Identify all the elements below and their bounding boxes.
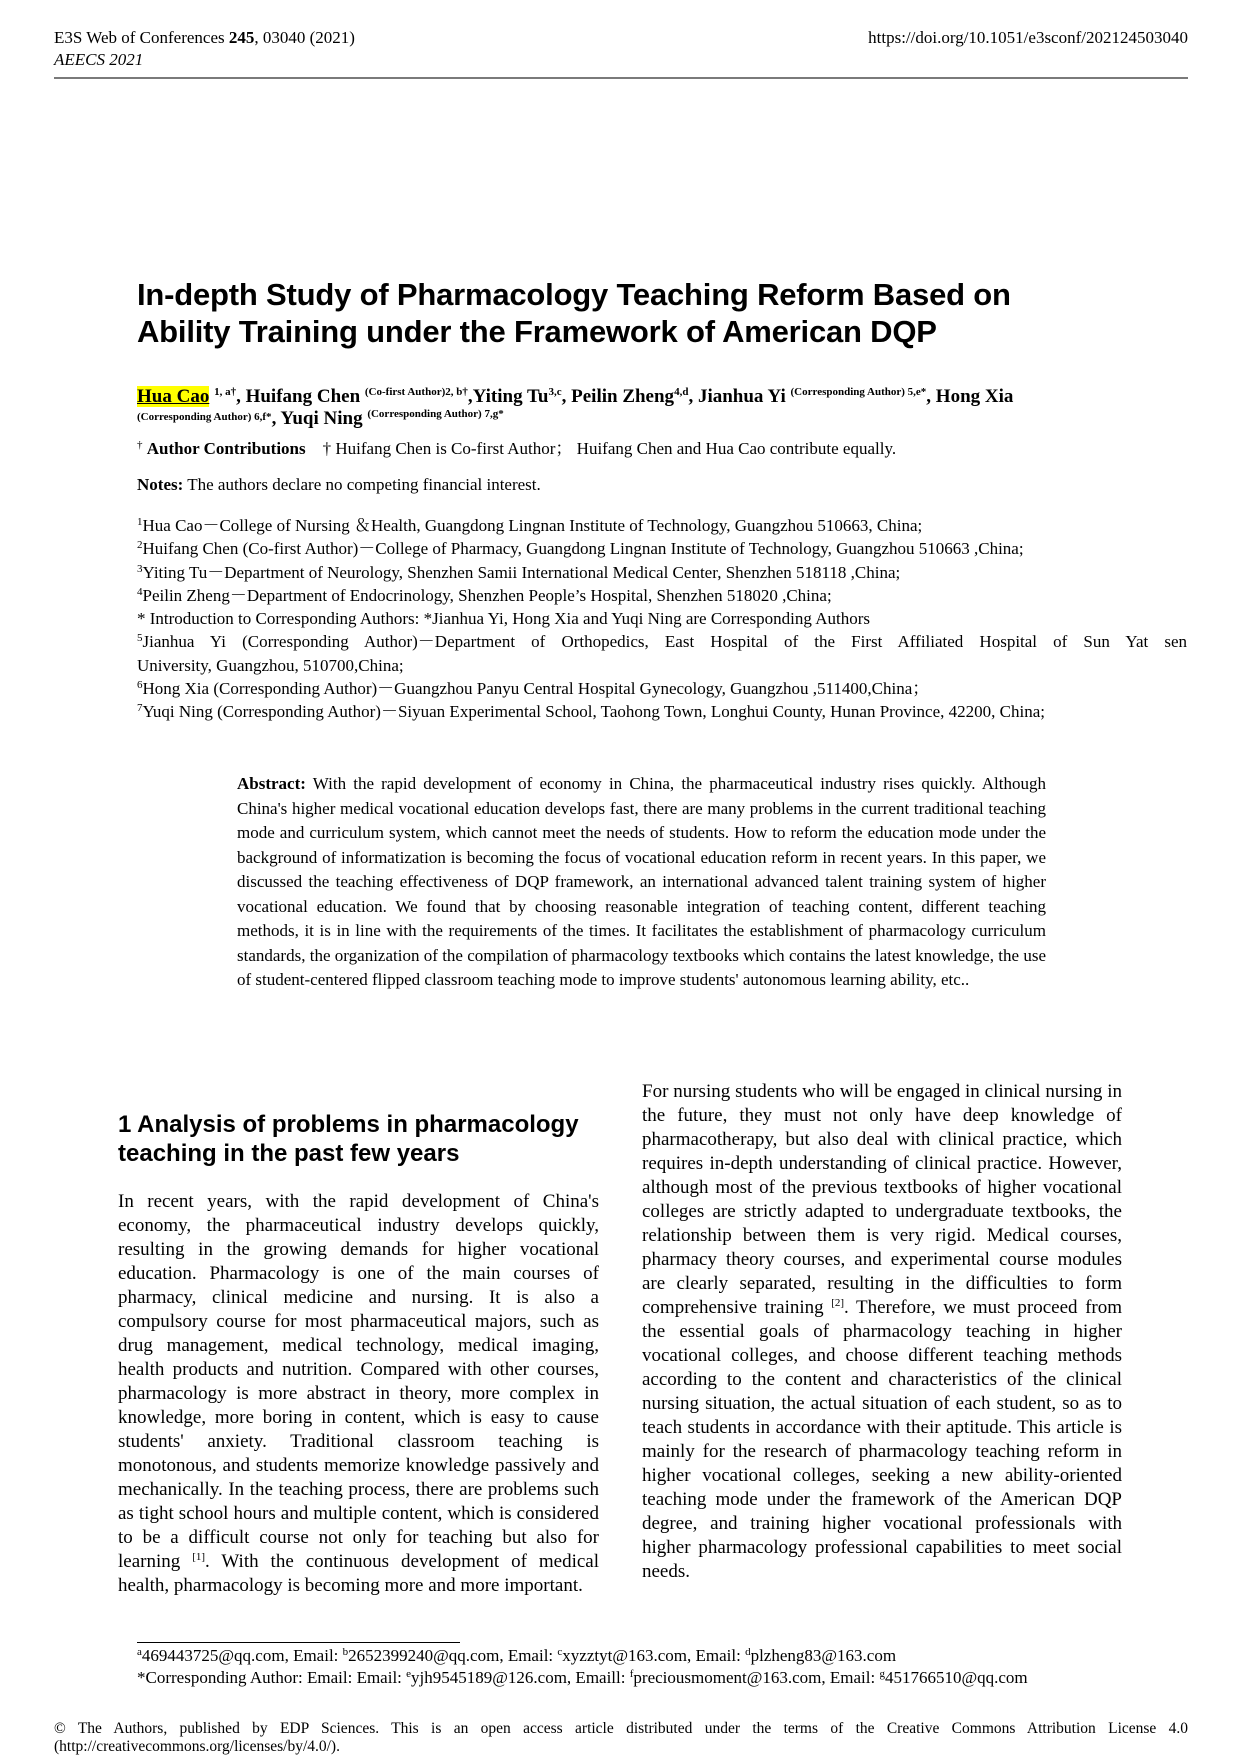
running-header-journal [54,27,355,49]
body-text: For nursing students who will be engaged in clinical nursing in the future, they must not only have deep knowledge of pharmacotherapy, but also deal with clinical practice, which requires in-depth understanding of clinical practice. However, although most of the previous textbooks of higher vocational colleges are strictly adapted to undergraduate textbooks, the relationship between them is very rigid. Medical courses, pharmacy theory courses, and experimental course modules are clearly separated, resulting in the difficulties to form comprehensive training [642,1081,1122,1318]
affiliation-text: Hua Cao－College of Nursing ＆Health, Guangdong Lingnan Institute of Technology, Guangzhou 510663, China; [142,516,923,535]
affiliation-text: * Introduction to Corresponding Authors: *Jianhua Yi, Hong Xia and Yuqi Ning are Corresponding Authors [137,609,870,629]
author-name: Hong Xia [935,386,1014,407]
author-sep: , [467,386,473,407]
affiliation-text: University, Guangzhou, 510700,China; [137,655,404,675]
footnote-sup: b [342,1646,349,1658]
notes-label: Notes: [137,475,184,494]
body-text: In recent years, with the rapid development of China's economy, the pharmaceutical industry develops quickly, resulting in the growing demands for higher vocational education. Pharmacology is one of the main courses of pharmacy, clinical medicine and nursing. It is also a compulsory course for most pharmaceutical majors, such as drug management, medical technology, medical imaging, health products and nutrition. Compared with other courses, pharmacology is more abstract in theory, more complex in knowledge, more boring in content, which is easy to cause students' anxiety. Traditional classroom teaching is monotonous, and students memorize knowledge passively and mechanically. In the teaching process, there are problems such as tight school hours and multiple content, which is considered to be a difficult course not only for teaching but also for learning [118,1191,599,1572]
notes-text: The authors declare no competing financial interest. [187,475,541,494]
footnote-sup: a [137,1646,142,1658]
affiliation-item [137,654,1187,677]
affiliation-text: Yiting Tu－Department of Neurology, Shenzhen Samii International Medical Center, Shenzhen 518118 ,China; [142,562,901,582]
affiliation-item [137,537,1187,560]
body-column-left [118,1190,599,1598]
author-name: Jianhua Yi [697,386,786,407]
footnote-sup: e [406,1668,412,1680]
author-sep: , [926,386,936,407]
author-name: Hua Cao [137,386,210,407]
affiliation-text: Jianhua Yi (Corresponding Author)－Department of Orthopedics, East Hospital of the First Affiliated Hospital of Sun Yat sen [142,632,1187,652]
affiliation-text: Peilin Zheng－Department of Endocrinology, Shenzhen People’s Hospital, Shenzhen 518020 ,China; [142,585,832,605]
footnote-divider [137,1642,460,1643]
author-name: Huifang Chen [245,386,361,407]
body-text: . With the continuous development of medical health, pharmacology is becoming more and more important. [118,1551,599,1596]
author-sep: , [688,386,698,407]
author-sup: (Corresponding Author) 5,e* [790,386,927,398]
author-sup: 1, a† [214,386,237,398]
affiliation-item [137,677,1187,700]
section-heading: 1 Analysis of problems in pharmacology teaching in the past few years [118,1111,579,1167]
author-sup: (Corresponding Author) 6,f* [137,411,272,423]
abstract-text: With the rapid development of economy in China, the pharmaceutical industry rises quickly. Although China's higher medical vocational education develops fast, there are many problems in the current traditional teaching mode and curriculum system, which cannot meet the needs of students. How to reform the education mode under the background of informatization is becoming the focus of vocational education reform in recent years. In this paper, we discussed the teaching effectiveness of DQP framework, an international advanced talent training system of higher vocational education. We found that by choosing reasonable integration of teaching content, different teaching methods, it is in line with the requirements of the times. It facilitates the establishment of pharmacology curriculum standards, the organization of the compilation of pharmacology textbooks which contains the latest knowledge, the use of student-centered flipped classroom teaching mode to improve students' autonomous learning ability, etc.. [237,774,1046,989]
affiliation-item [137,514,1187,537]
affiliation-sup: 4 [137,585,143,598]
footnotes [137,1645,1197,1689]
affiliations [137,514,1187,724]
journal-issue: , 03040 (2021) [254,28,355,47]
footnote-prefix: *Corresponding Author: Email: Email: [137,1668,407,1687]
author-sup: 4,d [674,386,689,398]
doi-link[interactable]: https://doi.org/10.1051/e3sconf/202124503040 [868,28,1188,47]
affiliation-text: Huifang Chen (Co-first Author)－College of Pharmacy, Guangdong Lingnan Institute of Technology, Guangzhou 510663 ,China; [142,539,1024,559]
title-line-1: In-depth Study of Pharmacology Teaching Reform Based on [137,277,1011,312]
affiliation-sup: 1 [137,516,143,528]
footnote-sup: d [745,1646,751,1658]
citation-ref[interactable]: [1] [192,1551,206,1563]
affiliation-text: Yuqi Ning (Corresponding Author)－Siyuan Experimental School, Taohong Town, Longhui County, Hunan Province, 42200, China; [142,702,1045,722]
copyright-notice: © The Authors, published by EDP Sciences. This is an open access article distributed under the terms of the Creative Commons Attribution License 4.0 (http://creativecommons.org/licenses/by/4.0/). [54,1720,1188,1755]
contributions-text: † Huifang Chen is Co-first Author； Huifang Chen and Hua Cao contribute equally. [322,439,897,458]
author-sup: (Corresponding Author) 7,g* [367,408,504,420]
notes [137,474,541,496]
author-sup: 3,c [548,386,562,398]
dagger-mark: † [137,439,143,451]
affiliation-sup: 2 [137,539,143,552]
body-text: . Therefore, we must proceed from the essential goals of pharmacology teaching in higher vocational colleges, and choose different teaching methods according to the content and characteristics of the clinical nursing situation, the actual situation of each student, so as to teach students in accordance with their aptitude. This article is mainly for the research of pharmacology teaching reform in higher vocational colleges, seeking a new ability-oriented teaching mode under the framework of the American DQP degree, and training higher vocational professionals with higher pharmacology professional capabilities to meet social needs. [642,1297,1123,1582]
affiliation-item [137,584,1187,607]
footnote-email: preciousmoment@163.com, Email: [633,1668,880,1687]
author-name: Peilin Zheng [571,386,675,407]
title-line-2: Ability Training under the Framework of American DQP [137,314,937,349]
affiliation-item [137,607,1187,630]
header-divider [54,77,1188,79]
footnote-email: 451766510@qq.com [884,1668,1028,1687]
affiliation-item [137,630,1187,653]
author-name: Yuqi Ning [280,408,363,429]
footnote-emails [137,1645,1197,1667]
author-sep: , [271,408,281,429]
author-name: Yiting Tu [472,386,549,407]
abstract [237,772,1046,993]
footnote-sup: c [557,1646,563,1658]
journal-volume: 245 [228,28,255,47]
paper-title [137,276,1137,350]
footnote-email: xyzztyt@163.com, Email: [562,1646,746,1665]
affiliation-item [137,561,1187,584]
affiliation-text: Hong Xia (Corresponding Author)－Guangzhou Panyu Central Hospital Gynecology, Guangzhou ,511400,China； [142,679,930,699]
body-column-right [642,1080,1122,1584]
footnote-sup: g [879,1668,885,1680]
author-contributions [137,438,896,460]
contributions-label: Author Contributions [146,439,306,458]
affiliation-item [137,700,1187,723]
author-sup: (Co-first Author)2, b† [364,386,468,398]
footnote-email: 469443725@qq.com, Email: [141,1646,343,1665]
footnote-sup: f [629,1668,634,1680]
footnote-email: plzheng83@163.com [750,1646,897,1665]
affiliation-sup: 7 [137,702,143,715]
footnote-corresponding [137,1667,1197,1689]
affiliation-sup: 3 [137,562,143,575]
citation-ref[interactable]: [2] [831,1297,845,1309]
footnote-email: yjh9545189@126.com, Emaill: [411,1668,630,1687]
footnote-email: 2652399240@qq.com, Email: [348,1646,558,1665]
conference-name: AEECS 2021 [54,50,144,69]
journal-name: E3S Web of Conferences [54,28,229,47]
author-sep: , [236,386,246,407]
affiliation-sup: 6 [137,679,143,692]
author-list [137,386,1182,430]
author-sep: , [561,386,572,407]
abstract-label: Abstract: [237,774,306,793]
affiliation-sup: 5 [137,632,143,645]
